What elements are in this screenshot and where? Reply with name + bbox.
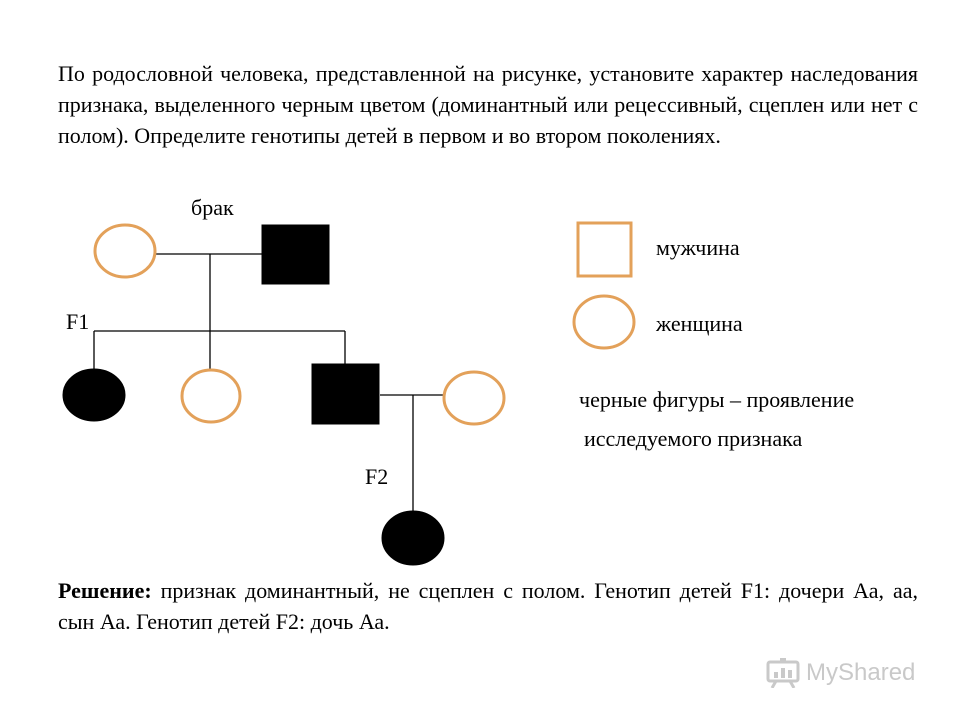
- presentation-icon: [766, 658, 800, 688]
- task-text: По родословной человека, представленной на рисунке, установите характер наследования признака, выделенного черным цветом (доминантный или рецессивный, сцеплен или нет с полом). Определите генотипы детей в первом и во втором поколениях.: [58, 61, 918, 148]
- f1-daughter-unaffected: [182, 370, 240, 422]
- marriage-label: брак: [191, 195, 234, 220]
- watermark-logo: [766, 656, 915, 690]
- son-spouse-unaffected: [444, 372, 504, 424]
- legend-female-icon: [574, 296, 634, 348]
- legend-female-label: женщина: [656, 311, 743, 336]
- f2-label: F2: [365, 464, 389, 489]
- solution-text: [58, 575, 918, 637]
- pedigree-lines: [94, 254, 443, 512]
- f2-daughter-affected: [382, 511, 444, 565]
- father-affected: [262, 225, 329, 284]
- legend-black-note-line2: исследуемого признака: [584, 426, 803, 451]
- f1-son-affected: [312, 364, 379, 424]
- solution-heading: Решение:: [58, 578, 152, 603]
- watermark-text: MyShared: [806, 659, 916, 686]
- legend-male-label: мужчина: [656, 235, 740, 260]
- solution-body: признак доминантный, не сцеплен с полом. Генотип детей F1: дочери Аа, аа, сын Аа. Генотип детей F2: дочь Аа.: [58, 578, 918, 634]
- mother-unaffected: [95, 225, 155, 277]
- legend-male-icon: [578, 223, 631, 276]
- f1-daughter-affected: [63, 369, 125, 421]
- legend-black-note-line1: черные фигуры – проявление: [579, 387, 855, 412]
- f1-label: F1: [66, 309, 90, 334]
